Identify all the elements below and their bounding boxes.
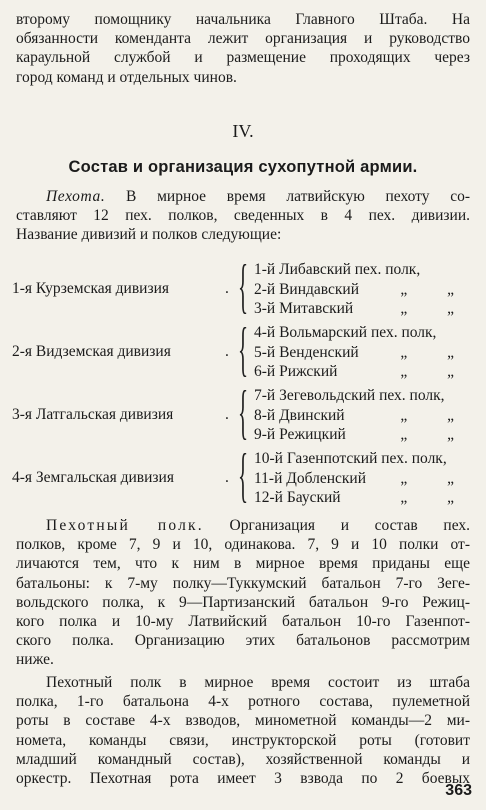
leader-dot: . (225, 469, 229, 486)
regiment-name: 9-й Режицкий (254, 426, 346, 443)
text-line: полка, 1-го батальона 4-х ротного состава, пулеметной (16, 693, 470, 711)
division-name: 3-я Латгальская дивизия (12, 406, 174, 423)
brace-icon: { (238, 379, 249, 445)
regiment-item (254, 386, 478, 406)
division-name: 1-я Курземская дивизия (12, 280, 169, 297)
ditto-mark (472, 386, 478, 406)
division-row (12, 253, 478, 320)
text-line: Название дивизий и полков следующие: (16, 226, 282, 244)
regiment-name: 7-й Зегевольдский пех. полк, (254, 387, 445, 404)
ditto-mark: „ „ (400, 300, 472, 317)
regiment-item (254, 323, 478, 343)
regiment-name: 5-й Венденский (254, 343, 359, 361)
brace-icon: { (238, 316, 249, 382)
ditto-mark: „ „ (400, 343, 472, 361)
regiment-item (254, 488, 478, 508)
text-line: ставляют 12 пех. полков, сведенных в 4 пех. дивизии. (16, 207, 470, 225)
regiment-name: 8-й Двинский (254, 406, 345, 424)
text-line: полков, кроме 7, 9 и 10, одинакова. 7, 9 и 10 полки от- (16, 536, 470, 554)
regiment-item (254, 449, 478, 469)
division-row (12, 379, 478, 446)
ditto-mark (472, 323, 478, 343)
regiment-name: 2-й Виндавский (254, 280, 360, 298)
top-paragraph (16, 10, 470, 87)
division-row (12, 316, 478, 383)
text-line: ского полка. Организацию этих батальонов рассмотрим (16, 632, 470, 650)
text-line: номета, команды связи, инструкторской роты (готовит (16, 731, 470, 749)
text-line: город команд и отдельных чинов. (16, 68, 237, 86)
brace-icon: { (238, 253, 249, 319)
regiment-list (254, 386, 478, 445)
ditto-mark: „ „ (400, 489, 472, 506)
division-name: 2-я Видземская дивизия (12, 343, 171, 360)
regiment-list (254, 449, 478, 508)
regiment-list (254, 260, 478, 319)
ditto-mark: „ „ (400, 280, 472, 298)
regiment-item (254, 299, 478, 319)
ditto-mark: „ „ (400, 426, 472, 443)
regiment-list (254, 323, 478, 382)
text-line: караульной службой и размещение проходящих через (16, 49, 470, 67)
regiment-name: 4-й Вольмарский пех. полк, (254, 324, 437, 341)
text-line: оркестр. Пехотная рота имеет 3 взвода по 2 боевых (16, 770, 470, 788)
text-line: личаются тем, что к ним в мирное время приданы еще (16, 555, 470, 573)
text-line (16, 187, 470, 206)
leader-dot: . (225, 343, 229, 360)
regiment-name: 10-й Газенпотский пех. полк, (254, 450, 447, 467)
regiment-title: Пехотный полк. (46, 517, 204, 534)
text-line: вольдского полка, к 9—Партизанский батальон 9-го Режиц- (16, 593, 470, 611)
ditto-mark (472, 260, 478, 280)
text-line: ниже. (16, 651, 54, 669)
section-numeral: IV. (232, 121, 254, 141)
text-line: кого полка и 10-му Латвийский батальон 10-го Газенпот- (16, 613, 470, 631)
text-line: Пехотный полк в мирное время состоит из штаба (46, 674, 470, 691)
text-line: обязанности коменданта лежит организация и руководство (16, 30, 470, 48)
page-number: 363 (445, 782, 472, 799)
ditto-mark: „ „ (400, 363, 472, 380)
ditto-mark: „ „ (400, 469, 472, 487)
regiment-name: 6-й Рижский (254, 363, 338, 380)
division-name: 4-я Земгальская дивизия (12, 469, 174, 486)
infantry-intro (16, 187, 470, 245)
regiment-item (254, 469, 478, 489)
regiment-item (254, 280, 478, 300)
text-line: роты в составе 4-х взводов, минометной команды—2 ми- (16, 712, 470, 730)
composition-paragraph (16, 673, 470, 788)
division-row (12, 442, 478, 509)
ditto-mark (472, 449, 478, 469)
regiment-paragraph (16, 516, 470, 670)
infantry-intro-text: В мирное время латвийскую пехоту со- (126, 188, 470, 205)
text-line: младший командный состав), хозяйственной команды и (16, 750, 470, 768)
regiment-item (254, 425, 478, 445)
text-line (16, 516, 470, 535)
regiment-intro-text: Организация и состав пех. (229, 517, 470, 534)
regiment-item (254, 343, 478, 363)
brace-icon: { (238, 442, 249, 508)
regiment-item (254, 362, 478, 382)
regiment-name: 3-й Митавский (254, 300, 354, 317)
infantry-title: Пехота. (46, 188, 106, 205)
regiment-name: 12-й Бауский (254, 489, 341, 506)
ditto-mark: „ „ (400, 406, 472, 424)
regiment-item (254, 260, 478, 280)
text-line: батальоны: к 7-му полку—Туккумский батальон 7-го Зеге- (16, 574, 470, 592)
regiment-name: 11-й Добленский (254, 469, 366, 487)
section-heading: Состав и организация сухопутной армии. (68, 158, 418, 176)
leader-dot: . (225, 406, 229, 423)
text-line: второму помощнику начальника Главного Штаба. На (16, 11, 470, 28)
regiment-item (254, 406, 478, 426)
regiment-name: 1-й Либавский пех. полк, (254, 261, 421, 278)
leader-dot: . (225, 280, 229, 297)
